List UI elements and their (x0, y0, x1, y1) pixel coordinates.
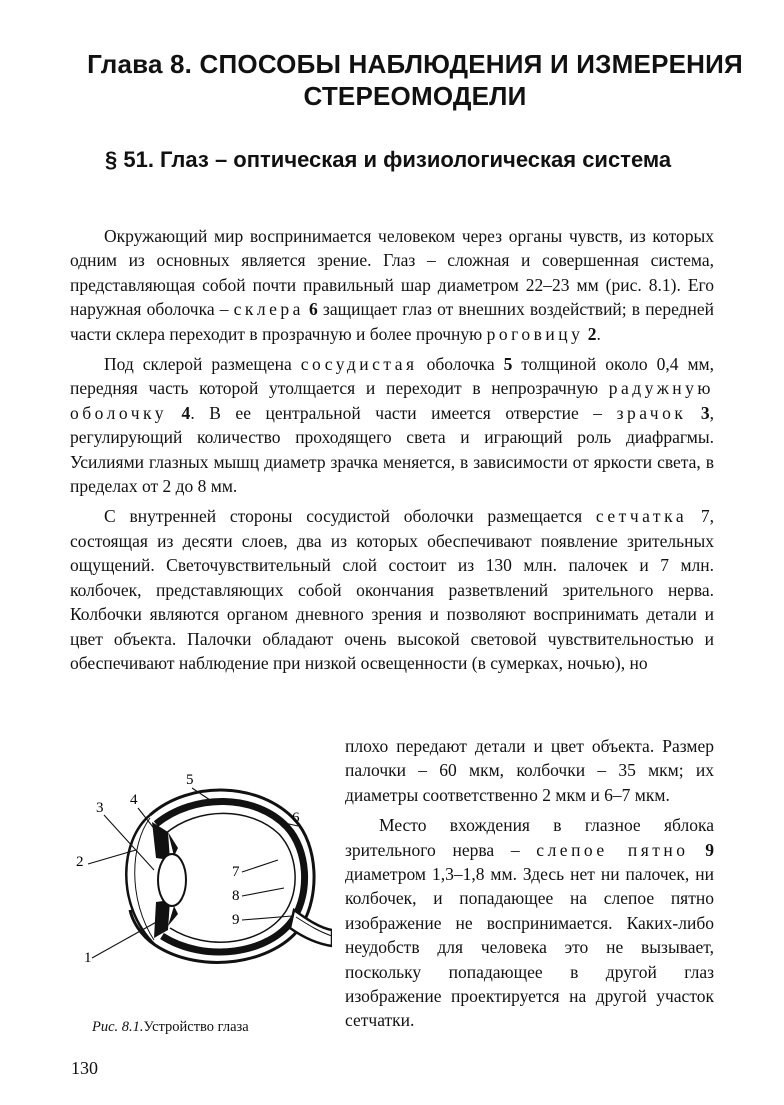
text-run: Под склерой размещена (104, 354, 301, 375)
term-pupil: зрачок (616, 402, 687, 423)
text-run: . В ее центральной части имеется отверстие – (190, 402, 617, 423)
ref-number: 6 (303, 299, 318, 320)
figure-label-4: 4 (130, 792, 138, 808)
paragraph-3-continued: плохо передают детали и цвет объекта. Размер палочки – 60 мкм, колбочки – 35 мкм; их диаметры соответственно 2 мкм и 6–7 мкм. (345, 736, 714, 805)
term-sclera: склера (233, 299, 304, 320)
figure-caption (92, 1018, 322, 1036)
text-run: , состоящая из десяти слоев, два из которых обеспечивают появление зрительных ощущений. Светочувствительный слой состоит из 130 млн. палочек и 7 млн. колбочек, представляющих собой окончания разветвлений зрительного нерва. Колбочки являются органом дневного зрения и позволяют воспринимать детали и цвет объекта. Палочки обладают очень высокой световой чувствительностью и обеспечивают наблюдение при низкой освещенности (в сумерках, ночью), но (70, 506, 715, 673)
paragraph-1 (70, 224, 714, 346)
ref-number: 5 (503, 354, 513, 375)
page-number: 130 (71, 1058, 98, 1078)
text-run: оболочка (417, 354, 504, 375)
figure-label-8: 8 (232, 888, 240, 904)
term-retina: сетчатка (595, 506, 688, 527)
text-run: С внутренней стороны сосудистой оболочки размещается (104, 506, 596, 527)
body-text (70, 224, 714, 681)
term-blind-spot: слепое пятно (536, 839, 689, 860)
ref-number: 9 (688, 839, 714, 860)
chapter-title-line-2: СТЕРЕОМОДЕЛИ (303, 81, 527, 111)
chapter-title (70, 48, 760, 112)
paragraph-3 (70, 504, 714, 675)
paragraph-4 (345, 813, 714, 1033)
ref-number: 4 (167, 402, 191, 423)
figure-label-6: 6 (292, 810, 300, 826)
text-run: толщиной около 0,4 мм, передняя часть которой утолщается и переходит в непрозрачную (70, 354, 714, 399)
eye-figure (70, 760, 332, 990)
figure-label-1: 1 (84, 950, 92, 966)
text-run: диаметром 1,3–1,8 мм. Здесь нет ни палочек, ни колбочек, и попадающее на слепое пятно изображение не воспринимается. Каких-либо неудобств для человека это не вызывает, поскольку попадающее в другой глаз изображение проектируется на другой участок сетчатки. (345, 864, 714, 1031)
figure-caption-label: Рис. 8.1. (92, 1019, 144, 1035)
figure-label-7: 7 (232, 864, 240, 880)
section-title: § 51. Глаз – оптическая и физиологическая система (105, 147, 672, 172)
figure-caption-text: Устройство глаза (143, 1019, 249, 1035)
ref-number: 2 (583, 323, 597, 344)
ref-number: 7 (687, 506, 710, 527)
term-choroid: сосудистая (300, 354, 418, 375)
text-run: Место вхождения в глазное яблока зрительного нерва – (345, 815, 714, 860)
figure-label-2: 2 (76, 854, 84, 870)
figure-label-3: 3 (96, 800, 104, 816)
ref-number: 3 (686, 402, 710, 423)
text-run: . (596, 323, 601, 344)
eye-diagram (70, 760, 332, 990)
figure-label-5: 5 (186, 772, 194, 788)
text-run: , регулирующий количество проходящего света и играющий роль диафрагмы. Усилиями глазных мышц диаметр зрачка меняется, в зависимости от яркости света, в пределах от 2 до 8 мм. (70, 402, 715, 497)
figure-label-9: 9 (232, 912, 240, 928)
text-run: Окружающий мир воспринимается человеком через органы чувств, из которых одним из основных является зрение. Глаз – сложная и совершенная система, представляющая собой почти правильный шар диаметром 22–23 мм (рис. 8.1). Его наружная оболочка – (70, 226, 714, 320)
text-run: защищает глаз от внешних воздействий; в передней части склера переходит в прозрачную и более прочную (70, 299, 715, 344)
paragraph-2 (70, 352, 714, 498)
text-column (345, 734, 714, 1039)
lens-shape (158, 854, 186, 906)
chapter-title-line-1: Глава 8. СПОСОБЫ НАБЛЮДЕНИЯ И ИЗМЕРЕНИЯ (87, 49, 743, 79)
term-cornea: роговицу (486, 323, 584, 344)
ciliary-upper (168, 832, 178, 856)
optic-nerve (290, 910, 332, 946)
term-iris: радужную оболочку (70, 378, 714, 423)
ciliary-lower (168, 906, 178, 926)
